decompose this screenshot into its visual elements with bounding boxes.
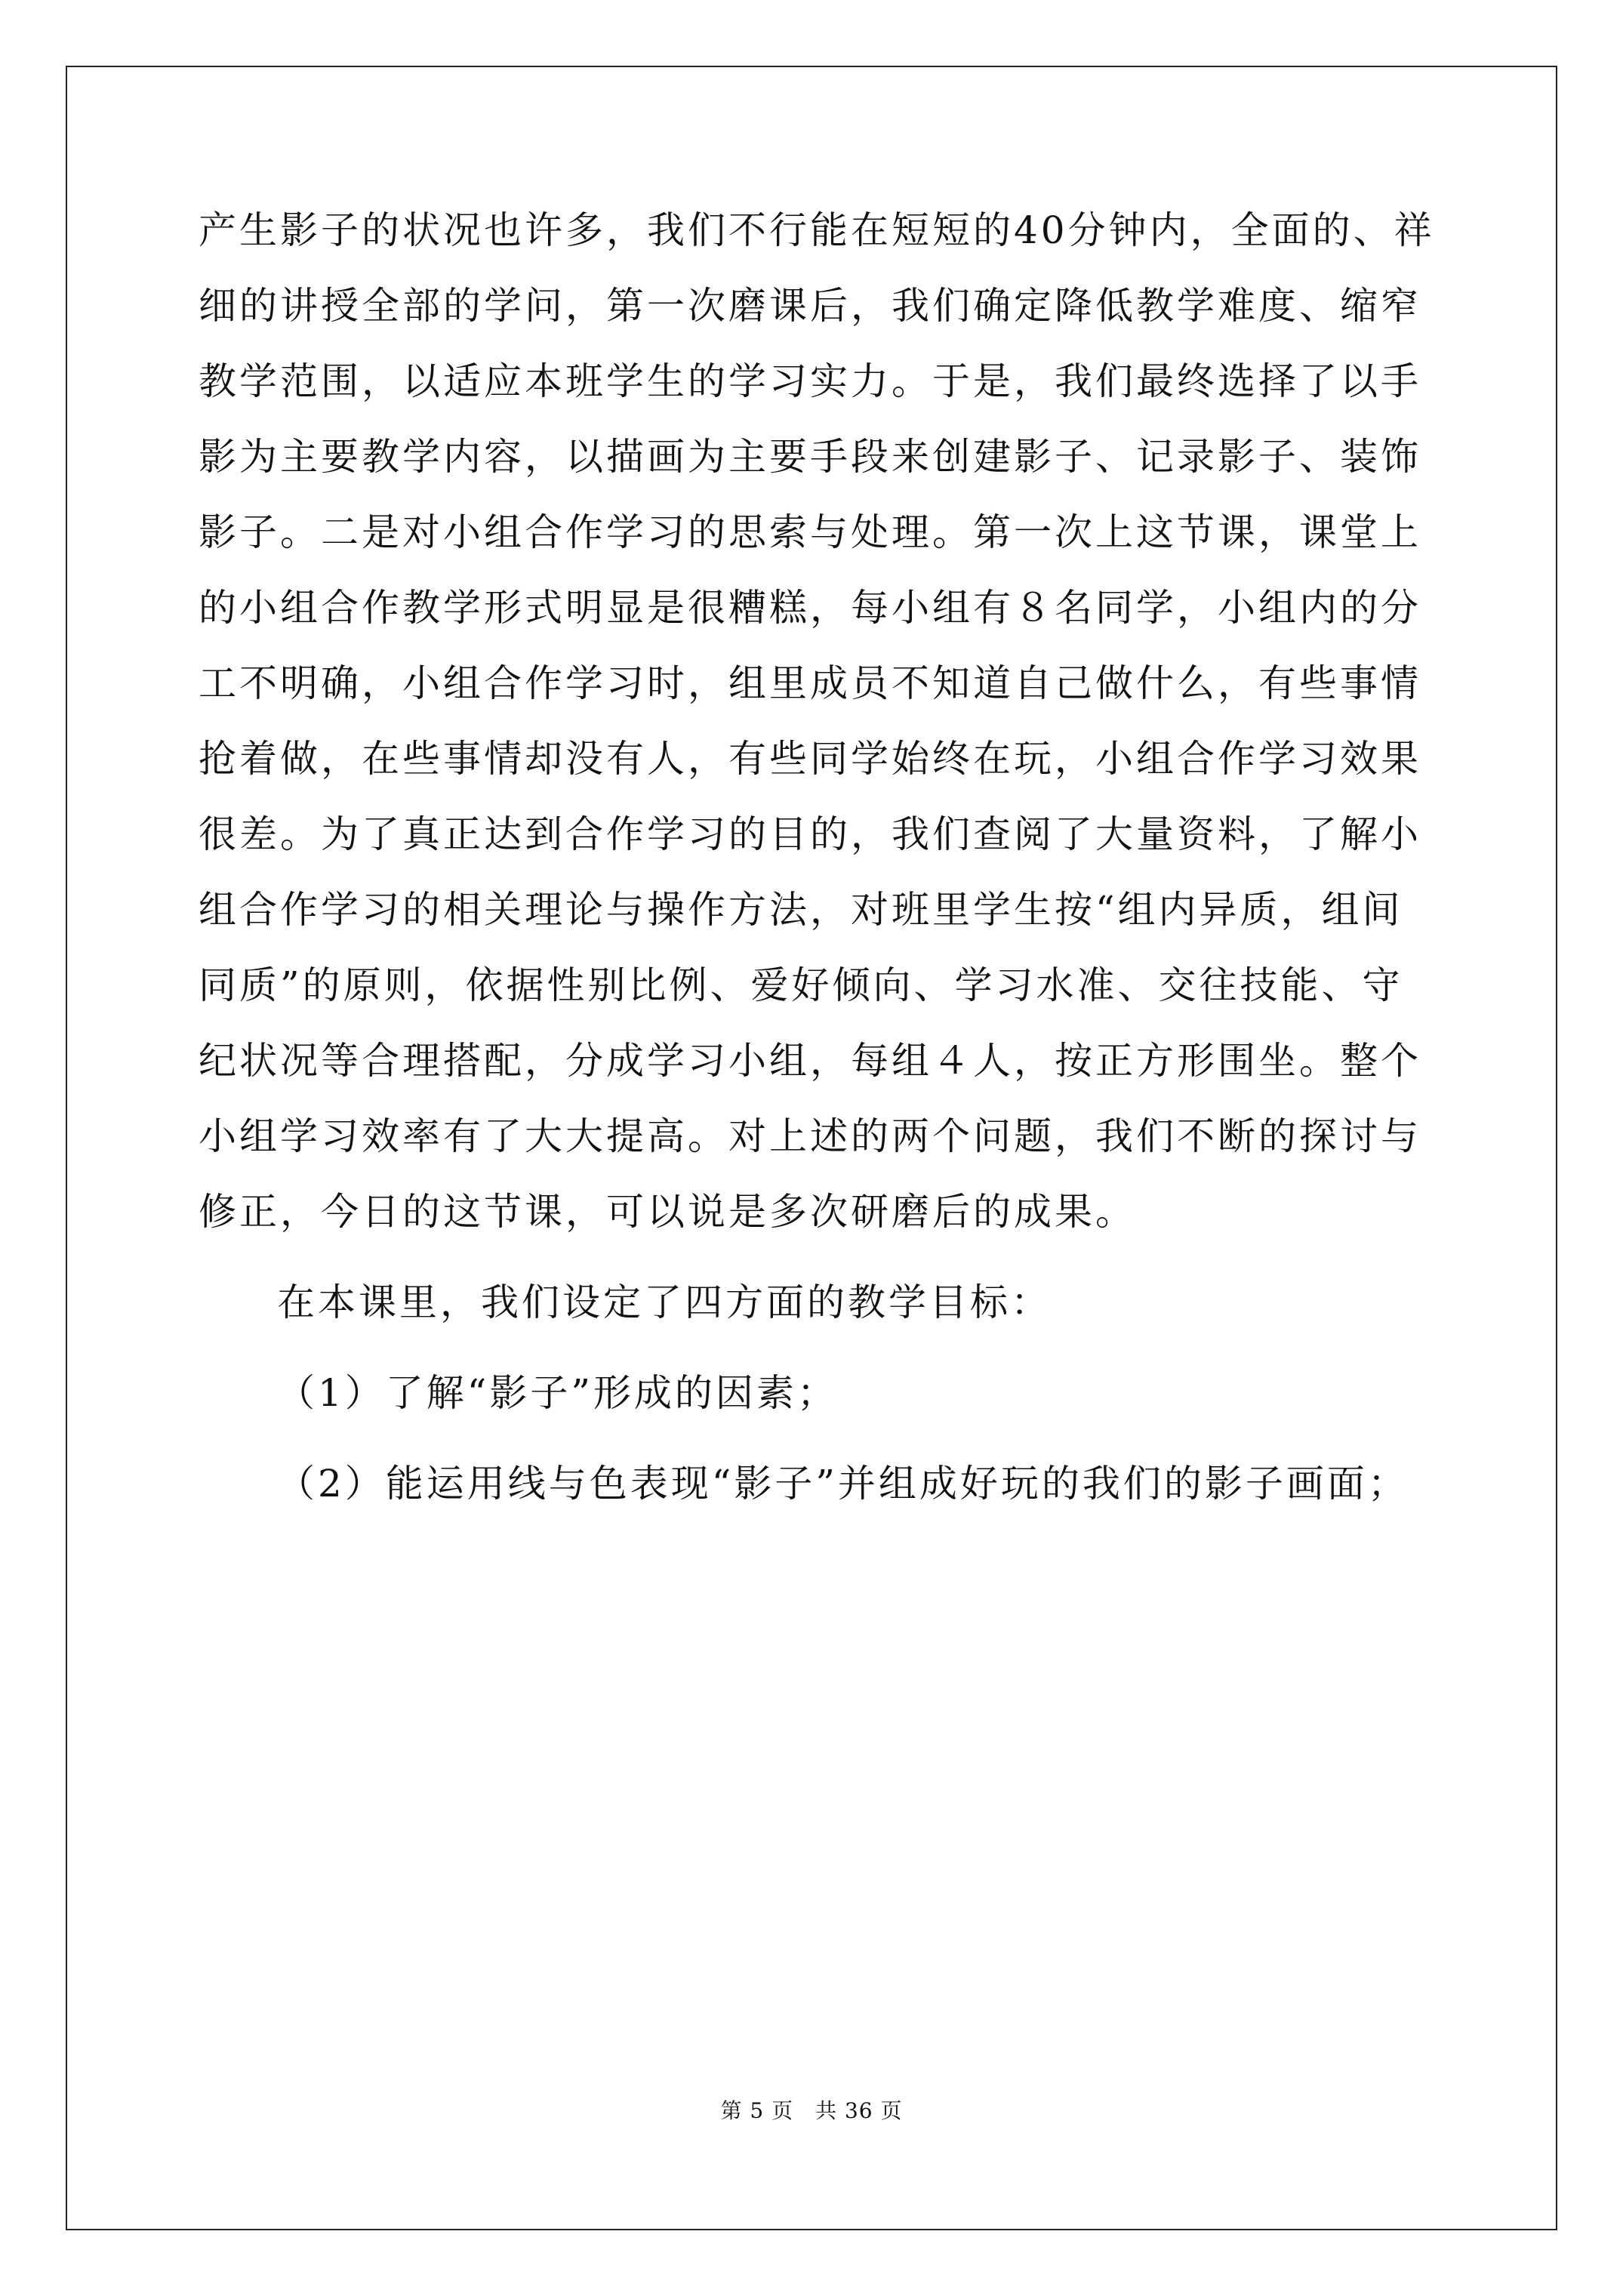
text-line: 在本课里，我们设定了四方面的教学目标：: [277, 1281, 1052, 1324]
text-line: （1）了解“影子”形成的因素；: [277, 1371, 838, 1415]
text-line: 小组学习效率有了大大提高。对上述的两个问题，我们不断的探讨与: [199, 1114, 1421, 1158]
text-line: 工不明确，小组合作学习时，组里成员不知道自己做什么，有些事情: [199, 661, 1421, 705]
page-number-footer: 第 5 页 共 36 页: [720, 2098, 903, 2123]
text-line: 影子。二是对小组合作学习的思索与处理。第一次上这节课，课堂上: [199, 510, 1421, 554]
text-line: 修正，今日的这节课，可以说是多次研磨后的成果。: [199, 1190, 1136, 1234]
text-line: 影为主要教学内容，以描画为主要手段来创建影子、记录影子、装饰: [199, 435, 1421, 479]
text-line: 同质”的原则，依据性别比例、爱好倾向、学习水准、交往技能、守: [199, 963, 1403, 1007]
text-line: 纪状况等合理搭配，分成学习小组，每组４人，按正方形围坐。整个: [199, 1039, 1421, 1083]
text-line: （2）能运用线与色表现“影子”并组成好玩的我们的影子画面；: [277, 1462, 1409, 1505]
text-line: 很差。为了真正达到合作学习的目的，我们查阅了大量资料，了解小: [199, 812, 1421, 856]
text-line: 教学范围，以适应本班学生的学习实力。于是，我们最终选择了以手: [199, 359, 1421, 403]
text-line: 细的讲授全部的学问，第一次磨课后，我们确定降低教学难度、缩窄: [199, 284, 1421, 328]
text-line: 抢着做，在些事情却没有人，有些同学始终在玩，小组合作学习效果: [199, 737, 1421, 781]
text-line: 产生影子的状况也许多，我们不行能在短短的40分钟内，全面的、祥: [199, 208, 1435, 252]
text-line: 组合作学习的相关理论与操作方法，对班里学生按“组内异质，组间: [199, 888, 1403, 932]
text-line: 的小组合作教学形式明显是很糟糕，每小组有８名同学，小组内的分: [199, 586, 1421, 630]
